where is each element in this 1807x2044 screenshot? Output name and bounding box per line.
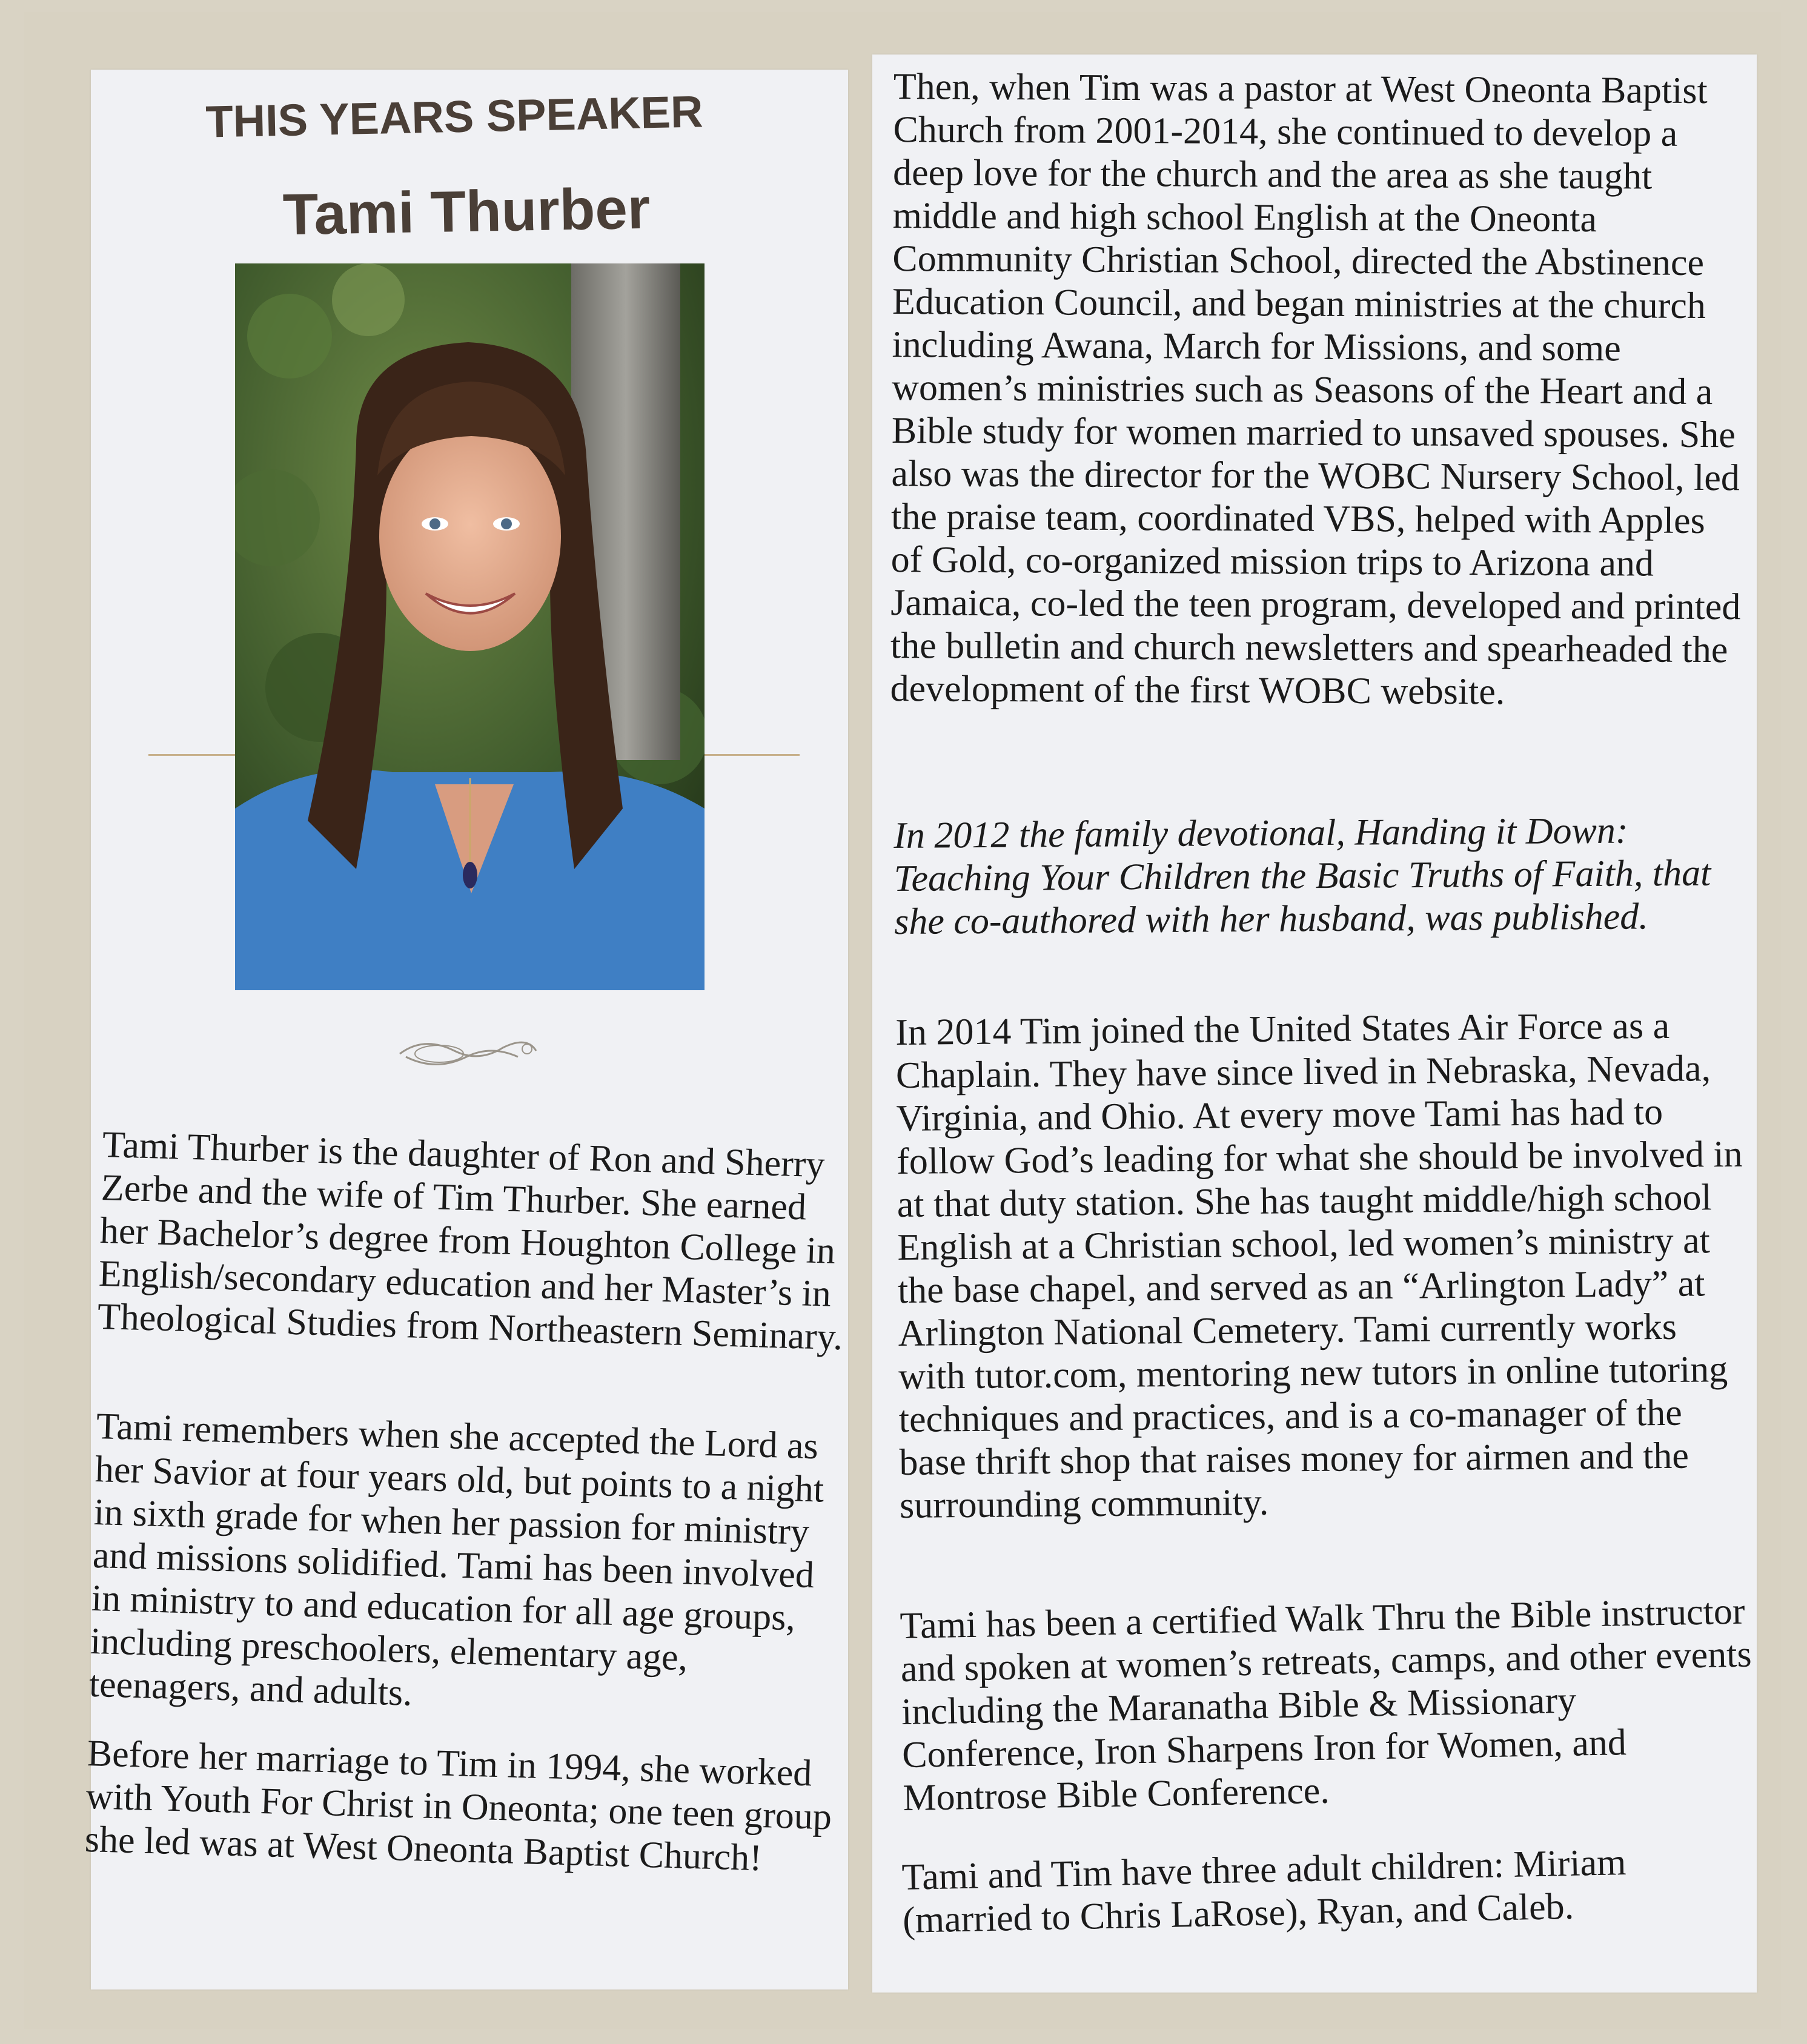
flourish-ornament (388, 1030, 545, 1078)
bio-paragraph-1: Tami Thurber is the daughter of Ron and Sherry Zerbe and the wife of Tim Thurber. She earned her Bachelor’s degree from Houghton College in English/secondary education and her Master’s in Theological Studies from Northeastern Seminary. (97, 1123, 844, 1358)
speaking-paragraph: Tami has been a certified Walk Thru the Bible instructor and spoken at women’s retreats, camps, and other events including the Maranatha Bible & Missionary Conference, Iron Sharpens Iron for Women, and Montrose Bible Conference. (900, 1590, 1752, 1819)
air-force-paragraph: In 2014 Tim joined the United States Air Force as a Chaplain. They have since lived in Nebraska, Nevada, Virginia, and Ohio. At every move Tami has had to follow God’s leading for what she should be involved in at that duty station. She has taught middle/high school English at a Christian school, led women’s ministry at the base chapel, and served as an “Arlington Lady” at Arlington National Cemetery. Tami currently works with tutor.com, mentoring new tutors in online tutoring techniques and practices, and is a co-manager of the base thrift shop that raises money for airmen and the surrounding community. (895, 1005, 1743, 1526)
speaker-photo (235, 263, 705, 990)
speaker-name: Tami Thurber (282, 176, 651, 248)
divider-line-right (697, 754, 800, 756)
portrait-illustration (235, 263, 705, 990)
speaker-heading: THIS YEARS SPEAKER (205, 86, 704, 147)
bio-paragraph-3: Before her marriage to Tim in 1994, she worked with Youth For Christ in Oneonta; one teen group she led was at West Oneonta Baptist Church! (84, 1732, 832, 1879)
bio-paragraph-2: Tami remembers when she accepted the Lord as her Savior at four years old, but points to a night in sixth grade for when her passion for ministry and missions solidified. Tami has been involved in ministry to and education for all age groups, including preschoolers, elementary age, teenagers, and adults. (88, 1405, 825, 1714)
ministry-paragraph: Then, when Tim was a pastor at West Oneonta Baptist Church from 2001-2014, she continued to develop a deep love for the church and the area as she taught middle and high school English at the Oneonta Community Christian School, directed the Abstinence Education Council, and began ministries at the church including Awana, March for Missions, and some women’s ministries such as Seasons of the Heart and a Bible study for women married to unsaved spouses. She also was the director for the WOBC Nursery School, led the praise team, coordinated VBS, helped with Apples of Gold, co-organized mission trips to Arizona and Jamaica, co-led the teen program, developed and printed the bulletin and church newsletters and spearheaded the development of the first WOBC website. (890, 65, 1741, 713)
divider-line-left (148, 754, 245, 756)
family-paragraph: Tami and Tim have three adult children: Miriam (married to Chris LaRose), Ryan, and Caleb. (901, 1841, 1626, 1941)
book-paragraph: In 2012 the family devotional, Handing it Down: Teaching Your Children the Basic Truths of Faith, that she co-authored with her husband, was published. (894, 810, 1711, 942)
